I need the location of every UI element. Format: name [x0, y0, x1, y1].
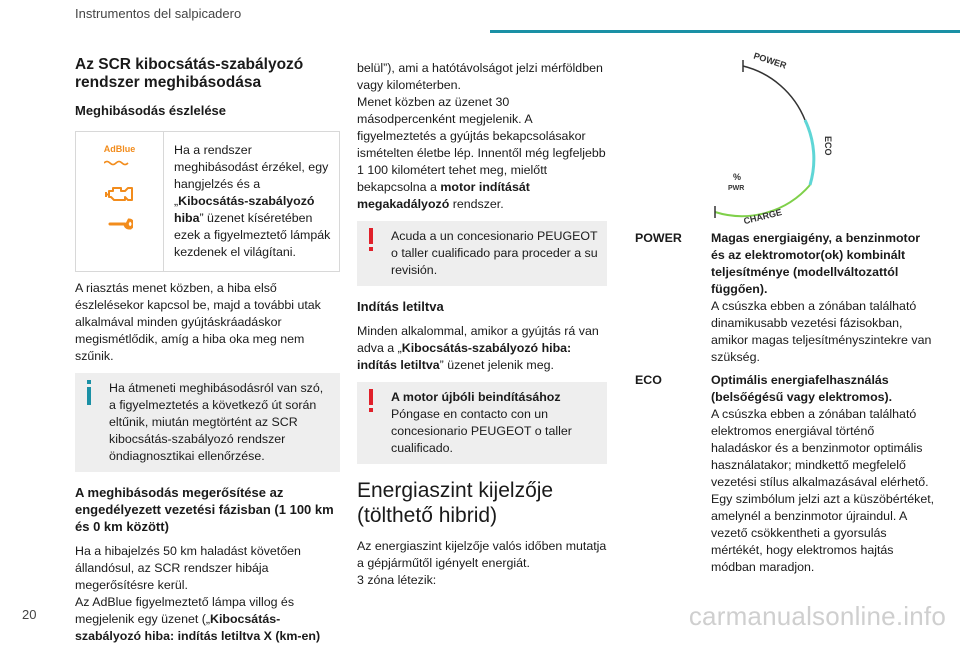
- paragraph-energy: Az energiaszint kijelzője valós időben mutatja a gépjárműtől igényelt energiát.: [357, 539, 607, 570]
- gauge-label-pwr: PWR: [728, 185, 745, 192]
- column-3: [635, 40, 935, 578]
- column-2: [357, 60, 607, 597]
- gauge-label-charge: CHARGE: [742, 207, 783, 227]
- engine-check-icon: [105, 183, 135, 205]
- energy-gauge: [635, 40, 935, 230]
- paragraph-confirm: Ha a hibajelzés 50 km haladást követően állandósul, az SCR rendszer hibája megerősítésre kerül.: [75, 544, 301, 592]
- paragraph-start-blocked: Minden alkalommal, amikor a gyújtás rá van adva a „Kibocsátás-szabályozó hiba: indítás letiltva” üzenet jelenik meg.: [357, 324, 599, 372]
- gauge-label-pct: %: [733, 172, 742, 182]
- info-box: Ha átmeneti meghibásodásról van szó, a figyelmeztetés a következő út során eltűnik, miután megtörtént az SCR kibocsátás-szabályozó rendszer öndiagnosztikai ellenőrzése.: [75, 373, 340, 472]
- subtitle-detection: Meghibásodás észlelése: [75, 103, 227, 118]
- gauge-label-power: POWER: [752, 50, 788, 71]
- gauge-svg: [635, 40, 935, 230]
- wrench-icon: [107, 217, 133, 231]
- warning-lamps-table: [75, 131, 340, 272]
- page-number: 20: [22, 607, 37, 622]
- exclamation-icon: [367, 389, 389, 417]
- watermark: carmanualsonline.info: [688, 601, 946, 631]
- paragraph-zones: 3 zóna létezik:: [357, 573, 437, 587]
- section-title: Az SCR kibocsátás-szabályozó rendszer meghibásodása: [75, 56, 304, 91]
- warning-box-2: A motor újbóli beindításához Póngase en contacto con un concesionario PEUGEOT o taller cualificado.: [357, 382, 607, 464]
- warning-description: Ha a rendszer meghibásodást érzékel, egy hangjelzés és a „Kibocsátás-szabályozó hiba” üzenet kíséretében ezek a figyelmeztető lámpák kezdenek el világítani.: [174, 143, 331, 259]
- section-header: Instrumentos del salpicadero: [75, 6, 242, 21]
- energy-title: Energiaszint kijelzője (tölthető hibrid): [357, 479, 554, 527]
- legend-eco: ECO Optimális energiafelhasználás (belsőégésű vagy elektromos). A csúszka ebben a zónában található elektromos energiával történő haladáskor és a benzinmotor optimális használatakor; mindkettő megfelelő vezetési stílus alkalmazásával elérhető. Egy szimbólum jelzi azt a küszöbértéket, amelynél a benzinmotor újraindul. A vezető csökkentheti a gyorsulás mértékét, hogy elektromos hajtás módban maradjon.: [635, 373, 935, 574]
- warning-box-1: Acuda a un concesionario PEUGEOT o taller cualificado para proceder a su revisión.: [357, 221, 607, 286]
- warning-icons: [76, 132, 164, 271]
- paragraph-adblue: Az AdBlue figyelmeztető lámpa villog és megjelenik egy üzenet („Kibocsátás-szabályozó hiba: indítás letiltva X (km-en): [75, 595, 321, 643]
- subtitle-start-blocked: Indítás letiltva: [357, 299, 444, 314]
- gauge-power-arc: [743, 66, 805, 120]
- gauge-label-eco: ECO: [823, 136, 833, 156]
- paragraph-range: belül”), ami a hatótávolságot jelzi mérföldben vagy kilométerben.: [357, 61, 603, 92]
- column-1: [75, 56, 340, 653]
- gauge-eco-arc: [805, 120, 814, 185]
- info-icon: [85, 380, 107, 408]
- legend-power: POWER Magas energiaigény, a benzinmotor és az elektromotor(ok) kombinált teljesítménye (modellváltozattól függően). A csúszka ebben a zónában található dinamikusabb vezetési fázisokban, amikor magas teljesítményszintekre van szükség.: [635, 231, 932, 364]
- paragraph-message: Menet közben az üzenet 30 másodpercenként megjelenik. A figyelmeztetés a gyújtás bekapcsolásakor ismételten életbe lép. Innentől még legfeljebb 1 100 kilométert tehet meg, mielőtt bekapcsolna a motor indítását megakadályozó rendszer.: [357, 95, 606, 211]
- subtitle-confirmation: A meghibásodás megerősítése az engedélyezett vezetési fázisban (1 100 km és 0 km között): [75, 485, 334, 534]
- paragraph-alarm: A riasztás menet közben, a hiba első észlelésekor kapcsol be, majd a további utak alkalmával minden gyújtáskráadáskor megismétlődik, amíg a hiba oka meg nem szűnik.: [75, 281, 321, 363]
- header-bar: [490, 30, 960, 33]
- exclamation-icon: [367, 228, 389, 256]
- adblue-icon: AdBlue: [104, 144, 136, 171]
